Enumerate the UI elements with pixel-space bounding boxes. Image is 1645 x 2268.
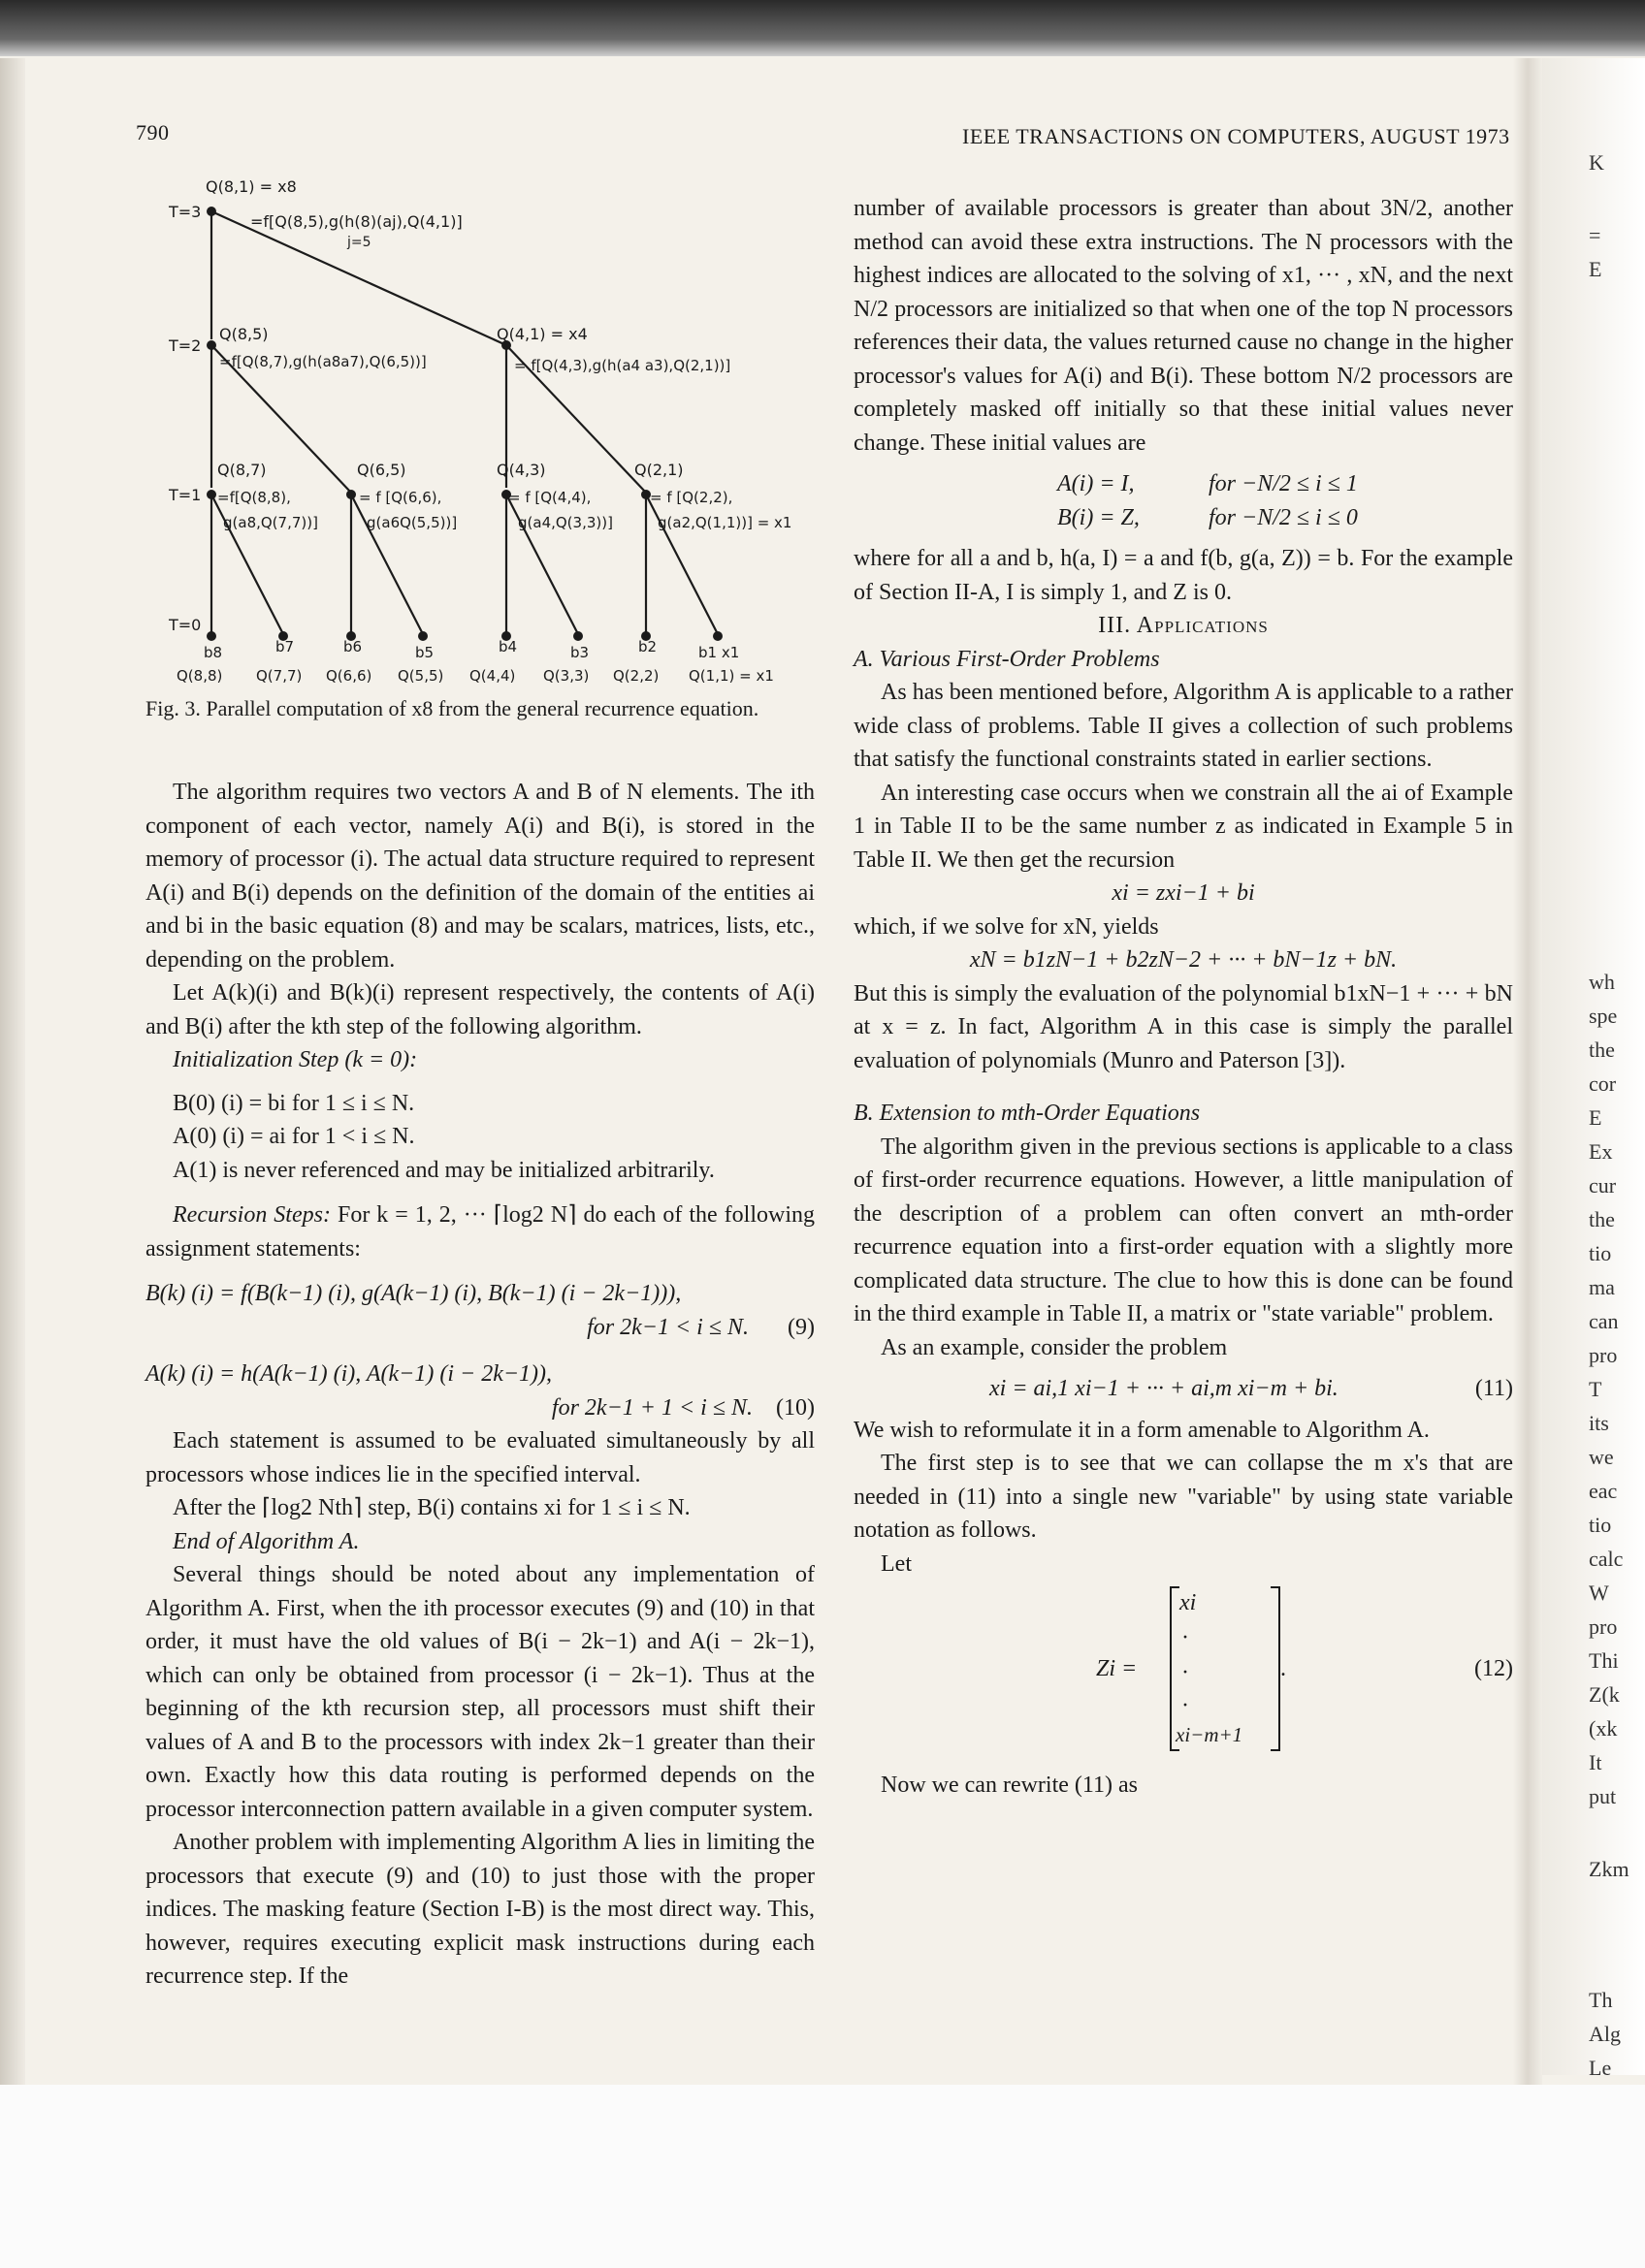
leaf-q-2: Q(7,7) <box>256 667 303 685</box>
leaf-node-8 <box>713 631 723 641</box>
scan-top-shadow <box>0 0 1645 56</box>
eq12-number: (12) <box>1474 1656 1513 1681</box>
eq10-line2 <box>145 1391 815 1425</box>
edge-frag: the <box>1589 1207 1615 1231</box>
t1-node-2-f: = f [Q(6,6), <box>359 489 442 506</box>
right-para-last: Now we can rewrite (11) as <box>881 1773 1138 1798</box>
right-para-8: As an example, consider the problem <box>881 1334 1228 1360</box>
t1-node-4-f: = f [Q(2,2), <box>650 489 733 506</box>
eq11-number: (11) <box>1474 1376 1513 1401</box>
running-header: IEEE TRANSACTIONS ON COMPUTERS, AUGUST 1973 <box>962 124 1510 148</box>
edge-frag: calc <box>1589 1547 1624 1571</box>
right-column <box>854 192 1513 1803</box>
edge-frag: tio <box>1589 1241 1612 1265</box>
edge-frag: K <box>1589 150 1604 175</box>
eq12-matrix <box>1170 1586 1280 1751</box>
leaf-q-7: Q(2,2) <box>613 667 660 685</box>
edge-frag: Thi <box>1589 1648 1619 1673</box>
init-a-cond: for −N/2 ≤ i ≤ 1 <box>1209 471 1358 496</box>
t1-node-3-f: = f [Q(4,4), <box>508 489 592 506</box>
left-para-3: Each statement is assumed to be evaluated simultaneously by all processors whose indices lie in the specified interval. <box>145 1428 815 1487</box>
edge-frag: Alg <box>1589 2022 1621 2046</box>
left-para-1: The algorithm requires two vectors A and B of N elements. The ith component of each vector, namely A(i) and B(i), is stored in the memory of processor (i). The actual data structure required to represent A(i) and B(i) depends on the definition of the domain of the entities ai and bi in the basic equation (8) and may be scalars, matrices, lists, etc., depending on the problem. <box>145 780 815 973</box>
left-para-2: Let A(k)(i) and B(k)(i) represent respectively, the contents of A(i) and B(i) after the kth step of the following algorithm. <box>145 980 815 1039</box>
edge-frag: we <box>1589 1445 1614 1469</box>
eq10-number: (10) <box>776 1394 815 1421</box>
level-t3: T=3 <box>169 203 202 221</box>
eq9-number: (9) <box>788 1314 815 1340</box>
eq9-body: B(k) (i) = f(B(k−1) (i), g(A(k−1) (i), B(k−1) (i − 2k−1))), <box>145 1281 682 1306</box>
left-para-5: Several things should be noted about any implementation of Algorithm A. First, when the ith processor executes (9) and (10) in that order, it must have the old values of B(i − 2k−1) and A(i − 2k−1), which can only be obtained from processor (i − 2k−1). Thus at the beginning of the kth recursion step, all processors must shift their values of A and B to the processors with index 2k−1 greater than their own. Exactly how this data routing is performed depends on the processor interconnection pattern available in a given computer system. <box>145 1562 815 1822</box>
edge-frag: eac <box>1589 1479 1618 1503</box>
edge-frag: E <box>1589 1105 1602 1130</box>
leaf-q-6: Q(3,3) <box>543 667 590 685</box>
leaf-q-5: Q(4,4) <box>469 667 516 685</box>
eq12-dot-2: · <box>1181 1660 1189 1685</box>
eq11-body: xi = ai,1 xi−1 + ··· + ai,m xi−m + bi. <box>989 1376 1339 1401</box>
recursion-title: Recursion Steps: <box>173 1202 331 1228</box>
init-step-title: Initialization Step (k = 0): <box>173 1047 418 1072</box>
edge-frag: = <box>1589 223 1601 247</box>
edge-frag: Z(k <box>1589 1682 1620 1707</box>
edge-frag: the <box>1589 1038 1615 1062</box>
subsection-a: A. Various First-Order Problems <box>854 646 1160 672</box>
mid-left-formula: =f[Q(8,7),g(h(a8a7),Q(6,5))] <box>219 353 427 370</box>
node-q87 <box>207 490 216 499</box>
let-word: Let <box>881 1550 912 1577</box>
eq11-line <box>989 1372 1513 1406</box>
leaf-b-1: b8 <box>204 644 223 661</box>
level-t1: T=1 <box>169 486 202 504</box>
left-column <box>145 776 815 1994</box>
t1-node-4-label: Q(2,1) <box>634 461 684 479</box>
end-of-algorithm: End of Algorithm A. <box>173 1528 360 1554</box>
edge-frag: spe <box>1589 1004 1618 1028</box>
edge-frag: can <box>1589 1309 1619 1333</box>
edge-frag: cor <box>1589 1071 1617 1096</box>
leaf-node-1 <box>207 631 216 641</box>
leaf-b-2: b7 <box>275 638 295 655</box>
edge-frag: Th <box>1589 1988 1613 2012</box>
top-node-formula: =f[Q(8,5),g(h(8)(aj),Q(4,1)] <box>250 212 463 231</box>
leaf-b-7: b2 <box>638 638 658 655</box>
eq-xn: xN = b1zN−1 + b2zN−2 + ··· + bN−1z + bN. <box>969 947 1398 973</box>
edge-frag: pro <box>1589 1343 1618 1367</box>
leaf-b-4: b5 <box>415 644 435 661</box>
t1-node-2-label: Q(6,5) <box>357 461 406 479</box>
t1-node-3-g: g(a4,Q(3,3))] <box>518 514 613 531</box>
level-t0: T=0 <box>169 616 202 634</box>
t1-node-1-f: =f[Q(8,8), <box>217 489 291 506</box>
tree-edges <box>211 211 718 634</box>
edge-frag: wh <box>1589 970 1615 994</box>
figure-caption: Fig. 3. Parallel computation of x8 from the general recurrence equation. <box>145 696 759 720</box>
edge-frag: ma <box>1589 1275 1615 1299</box>
eq-recursion: xi = zxi−1 + bi <box>1112 880 1255 906</box>
subsection-b: B. Extension to mth-Order Equations <box>854 1101 1201 1126</box>
init-b-cond: for −N/2 ≤ i ≤ 0 <box>1209 504 1358 530</box>
node-q65 <box>346 490 356 499</box>
scan-left-edge <box>0 58 25 2085</box>
edge-frag: cur <box>1589 1173 1617 1198</box>
eq9-line2 <box>145 1311 815 1345</box>
right-para-7: The algorithm given in the previous sections is applicable to a class of first-order recurrence equations. However, a little manipulation of the description of a problem can often convert an mth-order recurrence equation into a first-order equation with a slightly more complicated data structure. The clue to how this is done can be found in the third example in Table II, a matrix or "state variable" problem. <box>854 1134 1513 1326</box>
init-line-1: B(0) (i) = bi for 1 ≤ i ≤ N. <box>173 1090 415 1116</box>
page-gutter <box>1513 58 1542 2085</box>
eq9-condition: for 2k−1 < i ≤ N. <box>587 1314 750 1340</box>
init-value-b <box>854 501 1513 535</box>
edge-frag: Ex <box>1589 1139 1613 1164</box>
leaf-b-3: b6 <box>343 638 363 655</box>
page-number: 790 <box>136 120 170 144</box>
t1-node-4-g: g(a2,Q(1,1))] = x1 <box>658 514 792 531</box>
init-value-a <box>854 467 1513 501</box>
eq12-bottom: xi−m+1 <box>1176 1723 1243 1746</box>
edge-frag: W <box>1589 1581 1609 1605</box>
edge-frag: pro <box>1589 1614 1618 1639</box>
right-para-6: But this is simply the evaluation of the polynomial b1xN−1 + ··· + bN at x = z. In fact, Algorithm A in this case is simply the parallel evaluation of polynomials (Munro and Paterson [3]). <box>854 980 1513 1073</box>
mid-right-formula: = f[Q(4,3),g(h(a4 a3),Q(2,1))] <box>514 357 731 374</box>
node-q85 <box>207 340 216 350</box>
next-page-fragments <box>1589 145 1645 2085</box>
figure-3-tree <box>155 163 834 696</box>
leaf-node-6 <box>573 631 583 641</box>
right-para-1: number of available processors is greater than about 3N/2, another method can avoid these extra instructions. The N processors with the highest indices are allocated to the solving of x1, ··· , xN, and the next N/2 processors are initialized so that when one of the top N processors references their data, the values returned cause no change in the higher processor's values for A(i) and B(i). These bottom N/2 processors are completely masked off initially so that these initial values never change. These initial values are <box>854 196 1513 456</box>
t1-node-1-label: Q(8,7) <box>217 461 267 479</box>
eq12-dot-1: · <box>1181 1625 1189 1650</box>
eq12-lhs: Zi = <box>1096 1656 1138 1681</box>
t1-node-1-g: g(a8,Q(7,7))] <box>223 514 318 531</box>
scan-bottom-margin <box>0 2085 1645 2268</box>
right-para-4: An interesting case occurs when we constrain all the ai of Example 1 in Table II to be the same number z as indicated in Example 5 in Table II. We then get the recursion <box>854 780 1513 873</box>
leaf-q-8: Q(1,1) = x1 <box>689 667 774 685</box>
right-para-3: As has been mentioned before, Algorithm A is applicable to a rather wide class of problems. Table II gives a collection of such problems that satisfy the functional constraints stated in earlier sections. <box>854 680 1513 772</box>
leaf-q-4: Q(5,5) <box>398 667 444 685</box>
edge-frag: its <box>1589 1411 1609 1435</box>
eq12-dot-3: · <box>1181 1693 1189 1718</box>
edge-frag: put <box>1589 1784 1617 1808</box>
eq12-top: xi <box>1179 1590 1197 1615</box>
top-node-sub: j=5 <box>347 235 371 250</box>
edge-frag: E <box>1589 257 1602 281</box>
leaf-b-6: b3 <box>570 644 590 661</box>
leaf-q-3: Q(6,6) <box>326 667 372 685</box>
right-para-9: We wish to reformulate it in a form amenable to Algorithm A. <box>854 1417 1430 1443</box>
left-para-6: Another problem with implementing Algorithm A lies in limiting the processors that execute (9) and (10) to just those with the proper indices. The masking feature (Section I-B) is the most direct way. This, however, requires executing explicit mask instructions during each recurrence step. If the <box>145 1830 815 1989</box>
top-node-label: Q(8,1) = x8 <box>206 177 297 196</box>
eq10-condition: for 2k−1 + 1 < i ≤ N. <box>551 1394 754 1421</box>
leaf-node-4 <box>418 631 428 641</box>
section-heading: III. Applications <box>1098 613 1269 638</box>
right-para-2: where for all a and b, h(a, I) = a and f(b, g(a, Z)) = b. For the example of Section II-A, I is simply 1, and Z is 0. <box>854 546 1513 605</box>
edge-frag: tio <box>1589 1513 1612 1537</box>
left-para-4: After the ⌈log2 Nth⌉ step, B(i) contains xi for 1 ≤ i ≤ N. <box>173 1495 691 1520</box>
mid-left-label: Q(8,5) <box>219 325 269 343</box>
leaf-q-1: Q(8,8) <box>177 667 223 685</box>
edge-frag: It <box>1589 1750 1602 1774</box>
init-line-2: A(0) (i) = ai for 1 < i ≤ N. <box>173 1124 415 1149</box>
init-line-3: A(1) is never referenced and may be initialized arbitrarily. <box>173 1157 715 1183</box>
eq10-body: A(k) (i) = h(A(k−1) (i), A(k−1) (i − 2k−1)), <box>145 1361 553 1387</box>
init-a-eq: A(i) = I, <box>1057 471 1135 496</box>
right-para-5: which, if we solve for xN, yields <box>854 913 1159 940</box>
edge-frag: (xk <box>1589 1716 1618 1741</box>
leaf-b-8: b1 x1 <box>698 644 740 661</box>
init-b-eq: B(i) = Z, <box>1057 504 1140 530</box>
recursion-text: For k = 1, 2, ··· ⌈log2 N⌉ do each of the following assignment statements: <box>145 1202 816 1262</box>
t1-node-3-label: Q(4,3) <box>497 461 546 479</box>
node-t3 <box>207 207 216 216</box>
level-t2: T=2 <box>169 336 202 355</box>
right-para-10: The first step is to see that we can collapse the m x's that are needed in (11) into a single new "variable" by using state variable notation as follows. <box>854 1451 1513 1543</box>
edge-frag: Le <box>1589 2056 1612 2080</box>
mid-right-label: Q(4,1) = x4 <box>497 325 588 343</box>
leaf-b-5: b4 <box>499 638 518 655</box>
eq12-block: Zi = xi · · · xi−m+1 . (12) <box>854 1581 1513 1765</box>
edge-frag: Zkm <box>1589 1857 1629 1881</box>
edge-frag: T <box>1589 1377 1602 1401</box>
t1-node-2-g: g(a6Q(5,5))] <box>367 514 458 531</box>
